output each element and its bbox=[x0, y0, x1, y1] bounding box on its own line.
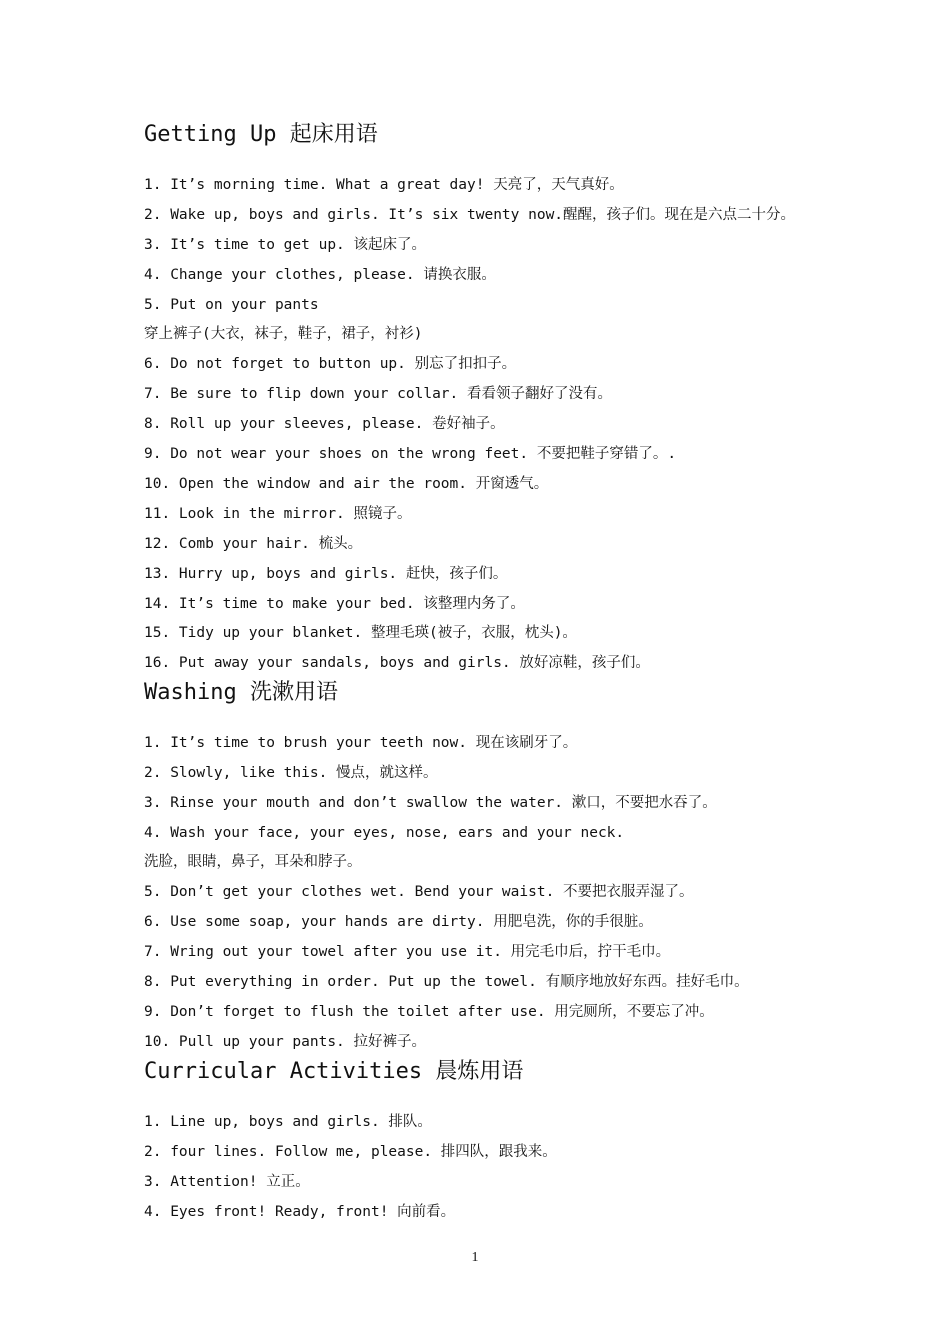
list-item: 9. Do not wear your shoes on the wrong feet. 不要把鞋子穿错了。. bbox=[144, 446, 677, 462]
list-item: 2. four lines. Follow me, please. 排四队，跟我来。 bbox=[144, 1144, 557, 1160]
list-item: 3. Rinse your mouth and don’t swallow the water. 漱口，不要把水吞了。 bbox=[144, 795, 717, 811]
list-item: 4. Change your clothes, please. 请换衣服。 bbox=[144, 267, 496, 283]
page-number: 1 bbox=[471, 1250, 479, 1265]
list-item: 16. Put away your sandals, boys and girls. 放好凉鞋，孩子们。 bbox=[144, 655, 650, 671]
list-item: 3. Attention! 立正。 bbox=[144, 1174, 310, 1190]
list-item: 10. Pull up your pants. 拉好裤子。 bbox=[144, 1034, 427, 1050]
list-item: 5. Put on your pants bbox=[144, 297, 319, 313]
list-item: 洗脸，眼睛，鼻子，耳朵和脖子。 bbox=[144, 854, 362, 870]
list-item: 5. Don’t get your clothes wet. Bend your waist. 不要把衣服弄湿了。 bbox=[144, 884, 694, 900]
list-item: 14. It’s time to make your bed. 该整理内务了。 bbox=[144, 596, 525, 612]
section-heading-getting-up: Getting Up 起床用语 bbox=[144, 122, 378, 147]
list-item: 6. Use some soap, your hands are dirty. 用肥皂洗，你的手很脏。 bbox=[144, 914, 653, 930]
list-item: 11. Look in the mirror. 照镜子。 bbox=[144, 506, 412, 522]
list-item: 1. It’s time to brush your teeth now. 现在该刷牙了。 bbox=[144, 735, 578, 751]
list-item: 3. It’s time to get up. 该起床了。 bbox=[144, 237, 427, 253]
list-item: 1. Line up, boys and girls. 排队。 bbox=[144, 1114, 432, 1130]
list-item: 15. Tidy up your blanket. 整理毛瑛(被子，衣服，枕头)。 bbox=[144, 625, 577, 641]
list-item: 穿上裤子(大衣，袜子，鞋子，裙子，衬衫) bbox=[144, 326, 423, 342]
list-item: 7. Be sure to flip down your collar. 看看领子翻好了没有。 bbox=[144, 386, 612, 402]
list-item: 1. It’s morning time. What a great day! 天亮了，天气真好。 bbox=[144, 177, 624, 193]
list-item: 8. Roll up your sleeves, please. 卷好袖子。 bbox=[144, 416, 505, 432]
list-item: 4. Wash your face, your eyes, nose, ears and your neck. bbox=[144, 825, 625, 841]
list-item: 13. Hurry up, boys and girls. 赶快，孩子们。 bbox=[144, 566, 508, 582]
list-item: 6. Do not forget to button up. 别忘了扣扣子。 bbox=[144, 356, 517, 372]
list-item: 7. Wring out your towel after you use it. 用完毛巾后，拧干毛巾。 bbox=[144, 944, 671, 960]
list-item: 10. Open the window and air the room. 开窗透气。 bbox=[144, 476, 549, 492]
list-item: 2. Wake up, boys and girls. It’s six twenty now.醒醒，孩子们。现在是六点二十分。 bbox=[144, 207, 796, 223]
list-item: 2. Slowly, like this. 慢点，就这样。 bbox=[144, 765, 438, 781]
list-item: 9. Don’t forget to flush the toilet after use. 用完厕所，不要忘了冲。 bbox=[144, 1004, 714, 1020]
section-heading-washing: Washing 洗漱用语 bbox=[144, 680, 338, 705]
list-item: 4. Eyes front! Ready, front! 向前看。 bbox=[144, 1204, 456, 1220]
list-item: 8. Put everything in order. Put up the towel. 有顺序地放好东西。挂好毛巾。 bbox=[144, 974, 749, 990]
section-heading-curricular-activities: Curricular Activities 晨炼用语 bbox=[144, 1059, 524, 1084]
list-item: 12. Comb your hair. 梳头。 bbox=[144, 536, 363, 552]
